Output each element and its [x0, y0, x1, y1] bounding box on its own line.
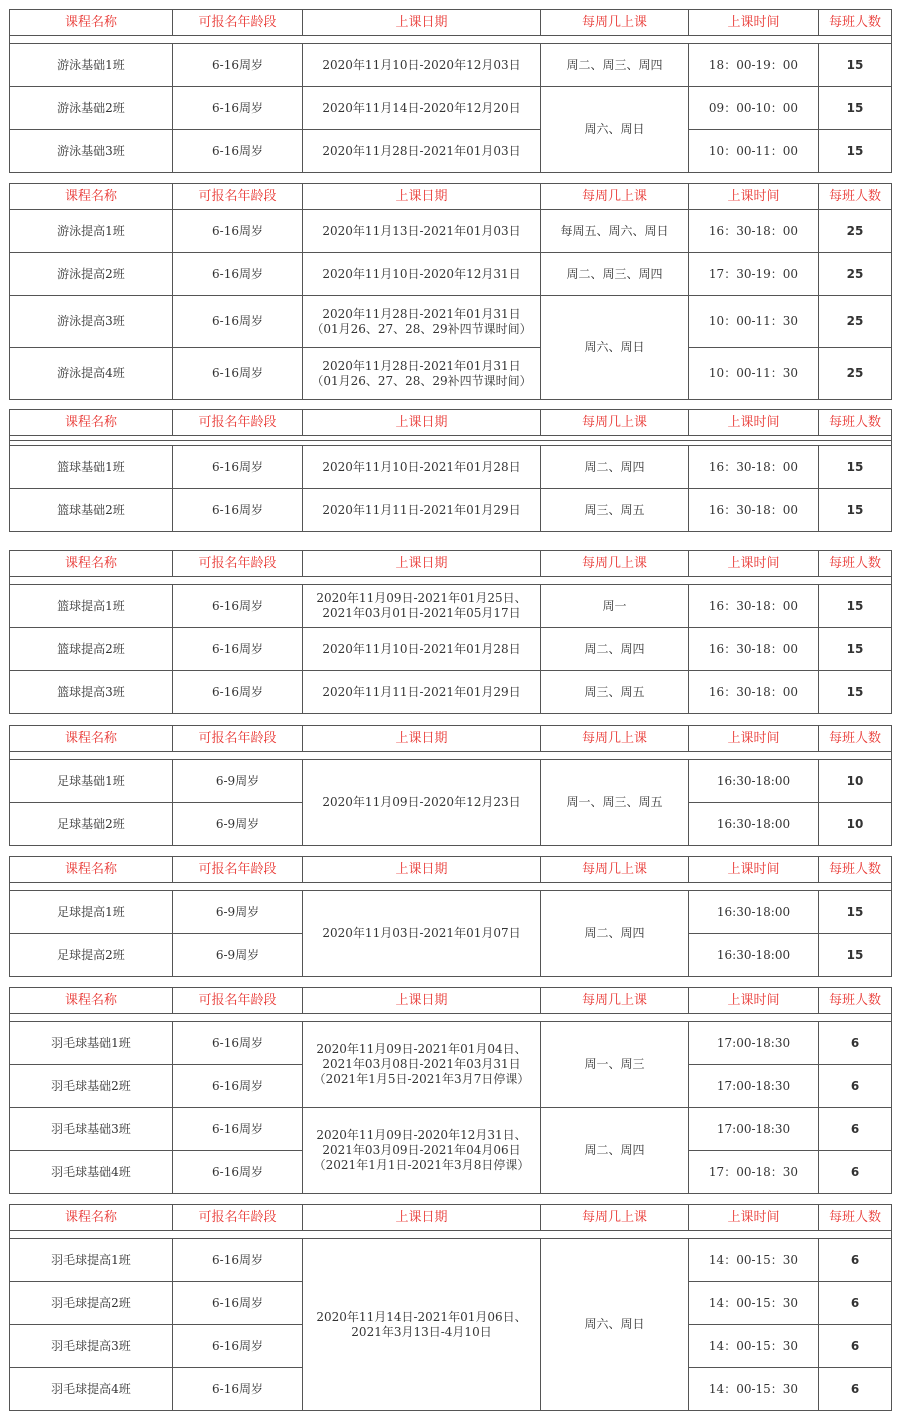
- class-size-cell: 10: [819, 760, 892, 803]
- course-date-cell: 2020年11月10日-2021年01月28日: [303, 446, 541, 489]
- column-header: 每周几上课: [541, 184, 689, 210]
- class-time-cell: 16:30-18:00: [689, 934, 819, 977]
- class-time-cell: 17：30-19：00: [689, 253, 819, 296]
- age-range-cell: 6-16周岁: [173, 671, 303, 714]
- column-header: 可报名年龄段: [173, 551, 303, 577]
- table-row: [10, 1022, 892, 1065]
- class-size-cell: 15: [819, 628, 892, 671]
- schedule-table: [9, 856, 892, 977]
- header-row: [10, 10, 892, 36]
- course-name-cell: 游泳提高3班: [10, 296, 173, 348]
- table-row: [10, 760, 892, 803]
- course-name-cell: 篮球基础1班: [10, 446, 173, 489]
- age-range-cell: 6-16周岁: [173, 253, 303, 296]
- class-size-cell: 6: [819, 1065, 892, 1108]
- column-header: 上课时间: [689, 988, 819, 1014]
- column-header: 每班人数: [819, 1205, 892, 1231]
- table-row: [10, 87, 892, 130]
- header-row: [10, 988, 892, 1014]
- schedule-section: [9, 856, 891, 977]
- age-range-cell: 6-9周岁: [173, 803, 303, 846]
- schedule-table: [9, 725, 892, 846]
- schedule-section: [9, 725, 891, 846]
- schedule-section: [9, 1204, 891, 1411]
- course-date-cell: 2020年11月13日-2021年01月03日: [303, 210, 541, 253]
- course-date-cell: 2020年11月09日-2020年12月31日、2021年03月09日-2021年04月06日（2021年1月1日-2021年3月8日停课）: [303, 1108, 541, 1194]
- column-header: 上课时间: [689, 184, 819, 210]
- weekday-cell: 周三、周五: [541, 489, 689, 532]
- age-range-cell: 6-16周岁: [173, 585, 303, 628]
- weekday-cell: 周一、周三、周五: [541, 760, 689, 846]
- class-time-cell: 10：00-11：30: [689, 348, 819, 400]
- column-header: 上课日期: [303, 726, 541, 752]
- weekday-cell: 周二、周三、周四: [541, 44, 689, 87]
- class-time-cell: 14：00-15：30: [689, 1368, 819, 1411]
- class-time-cell: 16：30-18：00: [689, 628, 819, 671]
- class-size-cell: 10: [819, 803, 892, 846]
- class-time-cell: 17:00-18:30: [689, 1108, 819, 1151]
- class-time-cell: 14：00-15：30: [689, 1239, 819, 1282]
- age-range-cell: 6-16周岁: [173, 210, 303, 253]
- weekday-cell: 周二、周四: [541, 628, 689, 671]
- column-header: 每班人数: [819, 857, 892, 883]
- course-name-cell: 羽毛球提高2班: [10, 1282, 173, 1325]
- class-time-cell: 14：00-15：30: [689, 1282, 819, 1325]
- class-size-cell: 25: [819, 210, 892, 253]
- spacer-cell: [10, 36, 892, 44]
- column-header: 上课时间: [689, 10, 819, 36]
- age-range-cell: 6-9周岁: [173, 760, 303, 803]
- column-header: 每班人数: [819, 551, 892, 577]
- class-time-cell: 16:30-18:00: [689, 891, 819, 934]
- course-name-cell: 游泳提高1班: [10, 210, 173, 253]
- column-header: 可报名年龄段: [173, 184, 303, 210]
- table-row: [10, 130, 892, 173]
- age-range-cell: 6-9周岁: [173, 934, 303, 977]
- class-size-cell: 15: [819, 446, 892, 489]
- class-time-cell: 14：00-15：30: [689, 1325, 819, 1368]
- class-time-cell: 17：00-18：30: [689, 1151, 819, 1194]
- class-time-cell: 16：30-18：00: [689, 671, 819, 714]
- course-name-cell: 羽毛球提高3班: [10, 1325, 173, 1368]
- weekday-cell: 周一、周三: [541, 1022, 689, 1108]
- column-header: 上课时间: [689, 857, 819, 883]
- age-range-cell: 6-16周岁: [173, 446, 303, 489]
- age-range-cell: 6-16周岁: [173, 1022, 303, 1065]
- column-header: 每周几上课: [541, 1205, 689, 1231]
- table-row: [10, 1239, 892, 1282]
- column-header: 课程名称: [10, 184, 173, 210]
- age-range-cell: 6-16周岁: [173, 1108, 303, 1151]
- course-date-cell: 2020年11月28日-2021年01月03日: [303, 130, 541, 173]
- column-header: 上课时间: [689, 726, 819, 752]
- class-size-cell: 15: [819, 585, 892, 628]
- table-row: [10, 348, 892, 400]
- course-name-cell: 羽毛球提高4班: [10, 1368, 173, 1411]
- column-header: 可报名年龄段: [173, 10, 303, 36]
- spacer-cell: [10, 1014, 892, 1022]
- age-range-cell: 6-16周岁: [173, 489, 303, 532]
- course-date-cell: 2020年11月10日-2021年01月28日: [303, 628, 541, 671]
- course-name-cell: 羽毛球基础2班: [10, 1065, 173, 1108]
- course-name-cell: 羽毛球基础3班: [10, 1108, 173, 1151]
- column-header: 可报名年龄段: [173, 726, 303, 752]
- class-time-cell: 09：00-10：00: [689, 87, 819, 130]
- table-row: [10, 44, 892, 87]
- table-row: [10, 891, 892, 934]
- course-date-cell: 2020年11月11日-2021年01月29日: [303, 671, 541, 714]
- column-header: 每班人数: [819, 184, 892, 210]
- class-size-cell: 15: [819, 891, 892, 934]
- class-size-cell: 15: [819, 671, 892, 714]
- course-date-cell: 2020年11月09日-2021年01月25日、2021年03月01日-2021年05月17日: [303, 585, 541, 628]
- class-size-cell: 6: [819, 1022, 892, 1065]
- class-time-cell: 17:00-18:30: [689, 1065, 819, 1108]
- header-row: [10, 1205, 892, 1231]
- column-header: 每班人数: [819, 988, 892, 1014]
- column-header: 每班人数: [819, 10, 892, 36]
- column-header: 可报名年龄段: [173, 857, 303, 883]
- age-range-cell: 6-16周岁: [173, 44, 303, 87]
- weekday-cell: 周一: [541, 585, 689, 628]
- class-time-cell: 16：30-18：00: [689, 489, 819, 532]
- class-size-cell: 25: [819, 348, 892, 400]
- course-name-cell: 游泳基础2班: [10, 87, 173, 130]
- class-time-cell: 16：30-18：00: [689, 446, 819, 489]
- spacer-cell: [10, 1231, 892, 1239]
- column-header: 上课时间: [689, 551, 819, 577]
- course-name-cell: 羽毛球基础4班: [10, 1151, 173, 1194]
- column-header: 上课日期: [303, 988, 541, 1014]
- course-name-cell: 足球基础1班: [10, 760, 173, 803]
- column-header: 每周几上课: [541, 988, 689, 1014]
- table-row: [10, 446, 892, 489]
- class-size-cell: 15: [819, 130, 892, 173]
- spacer-cell: [10, 883, 892, 891]
- course-name-cell: 足球提高1班: [10, 891, 173, 934]
- age-range-cell: 6-16周岁: [173, 1151, 303, 1194]
- course-name-cell: 游泳基础3班: [10, 130, 173, 173]
- course-date-cell: 2020年11月28日-2021年01月31日 （01月26、27、28、29补四节课时间）: [303, 348, 541, 400]
- class-size-cell: 25: [819, 296, 892, 348]
- class-time-cell: 10：00-11：30: [689, 296, 819, 348]
- schedule-section: [9, 183, 891, 400]
- weekday-cell: 周二、周四: [541, 891, 689, 977]
- class-time-cell: 10：00-11：00: [689, 130, 819, 173]
- course-date-cell: 2020年11月14日-2021年01月06日、2021年3月13日-4月10日: [303, 1239, 541, 1411]
- age-range-cell: 6-16周岁: [173, 1325, 303, 1368]
- class-size-cell: 6: [819, 1368, 892, 1411]
- schedule-table: [9, 550, 892, 714]
- weekday-cell: 周六、周日: [541, 296, 689, 400]
- class-time-cell: 16：30-18：00: [689, 585, 819, 628]
- class-size-cell: 15: [819, 44, 892, 87]
- course-name-cell: 篮球提高3班: [10, 671, 173, 714]
- weekday-cell: 周二、周四: [541, 446, 689, 489]
- header-row: [10, 726, 892, 752]
- course-name-cell: 篮球基础2班: [10, 489, 173, 532]
- column-header: 上课日期: [303, 1205, 541, 1231]
- column-header: 课程名称: [10, 726, 173, 752]
- course-date-cell: 2020年11月03日-2021年01月07日: [303, 891, 541, 977]
- course-name-cell: 篮球提高1班: [10, 585, 173, 628]
- course-name-cell: 游泳提高4班: [10, 348, 173, 400]
- spacer-row: [10, 1014, 892, 1022]
- course-date-cell: 2020年11月10日-2020年12月31日: [303, 253, 541, 296]
- table-row: [10, 628, 892, 671]
- weekday-cell: 周二、周三、周四: [541, 253, 689, 296]
- weekday-cell: 周三、周五: [541, 671, 689, 714]
- column-header: 上课时间: [689, 410, 819, 436]
- header-row: [10, 551, 892, 577]
- schedule-section: [9, 987, 891, 1194]
- column-header: 课程名称: [10, 410, 173, 436]
- schedule-section: [9, 409, 891, 532]
- table-row: [10, 489, 892, 532]
- age-range-cell: 6-16周岁: [173, 1282, 303, 1325]
- column-header: 每周几上课: [541, 551, 689, 577]
- class-size-cell: 6: [819, 1239, 892, 1282]
- spacer-row: [10, 36, 892, 44]
- age-range-cell: 6-16周岁: [173, 87, 303, 130]
- header-row: [10, 184, 892, 210]
- age-range-cell: 6-16周岁: [173, 348, 303, 400]
- weekday-cell: 每周五、周六、周日: [541, 210, 689, 253]
- course-date-cell: 2020年11月11日-2021年01月29日: [303, 489, 541, 532]
- column-header: 上课日期: [303, 10, 541, 36]
- column-header: 上课时间: [689, 1205, 819, 1231]
- class-size-cell: 25: [819, 253, 892, 296]
- age-range-cell: 6-16周岁: [173, 1065, 303, 1108]
- spacer-row: [10, 752, 892, 760]
- class-time-cell: 18：00-19：00: [689, 44, 819, 87]
- course-name-cell: 足球基础2班: [10, 803, 173, 846]
- course-name-cell: 游泳基础1班: [10, 44, 173, 87]
- weekday-cell: 周二、周四: [541, 1108, 689, 1194]
- course-date-cell: 2020年11月09日-2021年01月04日、2021年03月08日-2021年03月31日（2021年1月5日-2021年3月7日停课）: [303, 1022, 541, 1108]
- column-header: 每周几上课: [541, 410, 689, 436]
- table-row: [10, 671, 892, 714]
- schedule-section: [9, 9, 891, 173]
- table-row: [10, 210, 892, 253]
- age-range-cell: 6-16周岁: [173, 1239, 303, 1282]
- column-header: 课程名称: [10, 857, 173, 883]
- age-range-cell: 6-16周岁: [173, 296, 303, 348]
- column-header: 课程名称: [10, 551, 173, 577]
- age-range-cell: 6-16周岁: [173, 130, 303, 173]
- class-time-cell: 17:00-18:30: [689, 1022, 819, 1065]
- table-row: [10, 585, 892, 628]
- spacer-row: [10, 883, 892, 891]
- column-header: 每周几上课: [541, 10, 689, 36]
- class-size-cell: 6: [819, 1108, 892, 1151]
- header-row: [10, 410, 892, 436]
- class-size-cell: 15: [819, 934, 892, 977]
- course-date-cell: 2020年11月10日-2020年12月03日: [303, 44, 541, 87]
- course-date-cell: 2020年11月28日-2021年01月31日 （01月26、27、28、29补四节课时间）: [303, 296, 541, 348]
- class-time-cell: 16:30-18:00: [689, 760, 819, 803]
- course-name-cell: 羽毛球基础1班: [10, 1022, 173, 1065]
- schedule-table: [9, 9, 892, 173]
- schedule-table: [9, 1204, 892, 1411]
- class-size-cell: 15: [819, 489, 892, 532]
- column-header: 上课日期: [303, 857, 541, 883]
- course-name-cell: 篮球提高2班: [10, 628, 173, 671]
- class-time-cell: 16：30-18：00: [689, 210, 819, 253]
- schedule-table: [9, 987, 892, 1194]
- class-time-cell: 16:30-18:00: [689, 803, 819, 846]
- spacer-row: [10, 1231, 892, 1239]
- age-range-cell: 6-16周岁: [173, 628, 303, 671]
- column-header: 可报名年龄段: [173, 988, 303, 1014]
- age-range-cell: 6-9周岁: [173, 891, 303, 934]
- schedule-table: [9, 409, 892, 532]
- column-header: 课程名称: [10, 1205, 173, 1231]
- class-size-cell: 6: [819, 1151, 892, 1194]
- column-header: 每周几上课: [541, 726, 689, 752]
- spacer-cell: [10, 577, 892, 585]
- column-header: 每班人数: [819, 410, 892, 436]
- schedule-table: [9, 183, 892, 400]
- column-header: 课程名称: [10, 10, 173, 36]
- table-row: [10, 1108, 892, 1151]
- course-name-cell: 足球提高2班: [10, 934, 173, 977]
- class-size-cell: 15: [819, 87, 892, 130]
- age-range-cell: 6-16周岁: [173, 1368, 303, 1411]
- class-size-cell: 6: [819, 1325, 892, 1368]
- column-header: 上课日期: [303, 184, 541, 210]
- column-header: 每周几上课: [541, 857, 689, 883]
- spacer-row: [10, 577, 892, 585]
- column-header: 可报名年龄段: [173, 410, 303, 436]
- course-name-cell: 羽毛球提高1班: [10, 1239, 173, 1282]
- table-row: [10, 253, 892, 296]
- column-header: 上课日期: [303, 410, 541, 436]
- course-date-cell: 2020年11月14日-2020年12月20日: [303, 87, 541, 130]
- column-header: 可报名年龄段: [173, 1205, 303, 1231]
- header-row: [10, 857, 892, 883]
- weekday-cell: 周六、周日: [541, 87, 689, 173]
- column-header: 上课日期: [303, 551, 541, 577]
- column-header: 课程名称: [10, 988, 173, 1014]
- course-date-cell: 2020年11月09日-2020年12月23日: [303, 760, 541, 846]
- class-size-cell: 6: [819, 1282, 892, 1325]
- weekday-cell: 周六、周日: [541, 1239, 689, 1411]
- column-header: 每班人数: [819, 726, 892, 752]
- course-name-cell: 游泳提高2班: [10, 253, 173, 296]
- spacer-cell: [10, 752, 892, 760]
- table-row: [10, 296, 892, 348]
- schedule-section: [9, 550, 891, 714]
